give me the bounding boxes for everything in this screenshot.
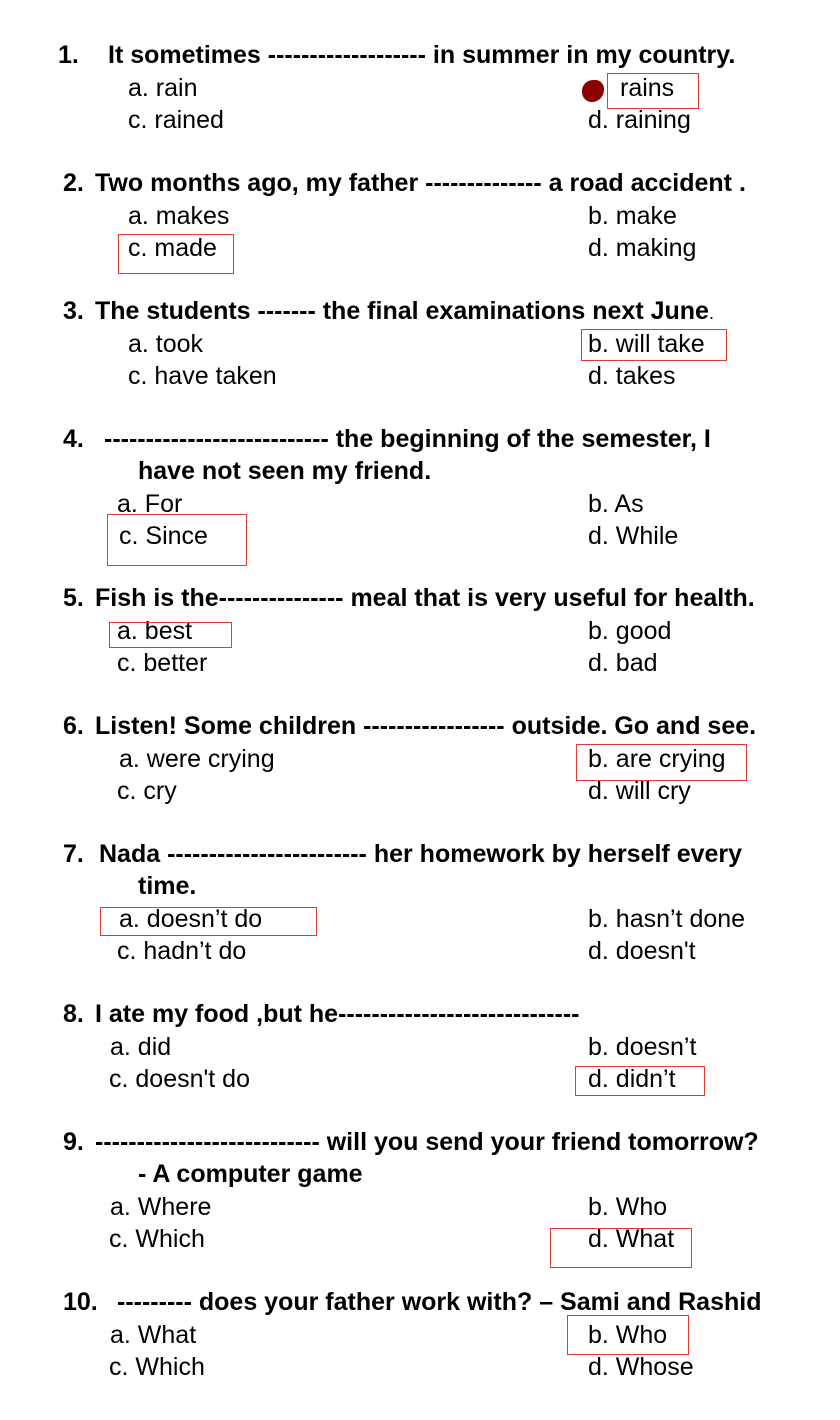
option-a[interactable]: a. For [117, 490, 183, 518]
question-number: 7. [63, 840, 84, 868]
question-stem-line-1: --------------------------- will you send your friend tomorrow? [95, 1128, 759, 1156]
answer-box [575, 1066, 705, 1096]
option-c[interactable]: c. cry [117, 777, 177, 805]
option-d[interactable]: d. While [588, 522, 679, 550]
option-c[interactable]: c. Since [119, 522, 208, 550]
option-b[interactable]: b. doesn’t [588, 1033, 697, 1061]
option-b[interactable]: b. hasn’t done [588, 905, 746, 933]
option-d[interactable]: d. doesn't [588, 937, 696, 965]
question-stem: I ate my food ,but he----------------------------- [95, 1000, 580, 1028]
question-number: 3. [63, 297, 84, 325]
option-c[interactable]: c. made [128, 234, 217, 262]
question-stem-line-1: --------------------------- the beginning of the semester, I [104, 425, 711, 453]
question-number: 1. [58, 41, 79, 69]
answer-box [107, 514, 247, 566]
option-b[interactable]: rains [620, 74, 675, 102]
answer-box [109, 622, 232, 648]
answer-box [576, 744, 747, 781]
answer-box [100, 907, 317, 936]
option-b[interactable]: b. good [588, 617, 672, 645]
question-number: 9. [63, 1128, 84, 1156]
option-b[interactable]: b. As [588, 490, 644, 518]
answer-box [550, 1228, 692, 1268]
option-c[interactable]: c. Which [109, 1353, 205, 1381]
question-stem-line-1: Nada ------------------------ her homework by herself every [99, 840, 743, 868]
option-c[interactable]: c. have taken [128, 362, 277, 390]
option-c[interactable]: c. Which [109, 1225, 205, 1253]
option-d[interactable]: d. takes [588, 362, 676, 390]
option-b[interactable]: b. make [588, 202, 677, 230]
question-stem: Listen! Some children ----------------- outside. Go and see. [95, 712, 757, 740]
question-stem-line-2: time. [138, 872, 197, 900]
option-c[interactable]: c. doesn't do [109, 1065, 250, 1093]
option-a[interactable]: a. rain [128, 74, 198, 102]
option-b[interactable]: b. Who [588, 1321, 668, 1349]
option-d[interactable]: d. What [588, 1225, 675, 1253]
question-stem-line-2: - A computer game [138, 1160, 363, 1188]
option-a[interactable]: a. Where [110, 1193, 212, 1221]
answer-box [567, 1315, 689, 1355]
question-number: 8. [63, 1000, 84, 1028]
option-b[interactable]: b. are crying [588, 745, 726, 773]
question-stem: Fish is the--------------- meal that is very useful for health. [95, 584, 755, 612]
answer-box [118, 234, 234, 274]
option-d[interactable]: d. didn’t [588, 1065, 676, 1093]
question-stem: It sometimes ------------------- in summer in my country. [108, 41, 736, 69]
question-number: 2. [63, 169, 84, 197]
question-number: 5. [63, 584, 84, 612]
option-a[interactable]: a. did [110, 1033, 172, 1061]
option-b[interactable]: b. will take [588, 330, 705, 358]
option-a[interactable]: a. best [117, 617, 193, 645]
option-a[interactable]: a. doesn’t do [119, 905, 263, 933]
option-d[interactable]: d. raining [588, 106, 691, 134]
question-stem: Two months ago, my father -------------- a road accident . [95, 169, 746, 197]
question-number: 6. [63, 712, 84, 740]
answer-box [607, 73, 699, 109]
option-d[interactable]: d. will cry [588, 777, 691, 805]
question-number: 10. [63, 1288, 98, 1316]
option-c[interactable]: c. rained [128, 106, 224, 134]
option-d[interactable]: d. Whose [588, 1353, 694, 1381]
question-stem: The students ------- the final examinations next June. [95, 297, 714, 325]
option-d[interactable]: d. bad [588, 649, 658, 677]
question-stem: --------- does your father work with? – Sami and Rashid [117, 1288, 762, 1316]
option-a[interactable]: a. What [110, 1321, 197, 1349]
question-stem-line-2: have not seen my friend. [138, 457, 432, 485]
option-a[interactable]: a. took [128, 330, 204, 358]
option-c[interactable]: c. hadn’t do [117, 937, 247, 965]
ink-mark [582, 80, 604, 102]
question-number: 4. [63, 425, 84, 453]
option-c[interactable]: c. better [117, 649, 208, 677]
option-b[interactable]: b. Who [588, 1193, 668, 1221]
option-a[interactable]: a. were crying [119, 745, 275, 773]
option-d[interactable]: d. making [588, 234, 697, 262]
answer-box [581, 329, 727, 361]
option-a[interactable]: a. makes [128, 202, 230, 230]
